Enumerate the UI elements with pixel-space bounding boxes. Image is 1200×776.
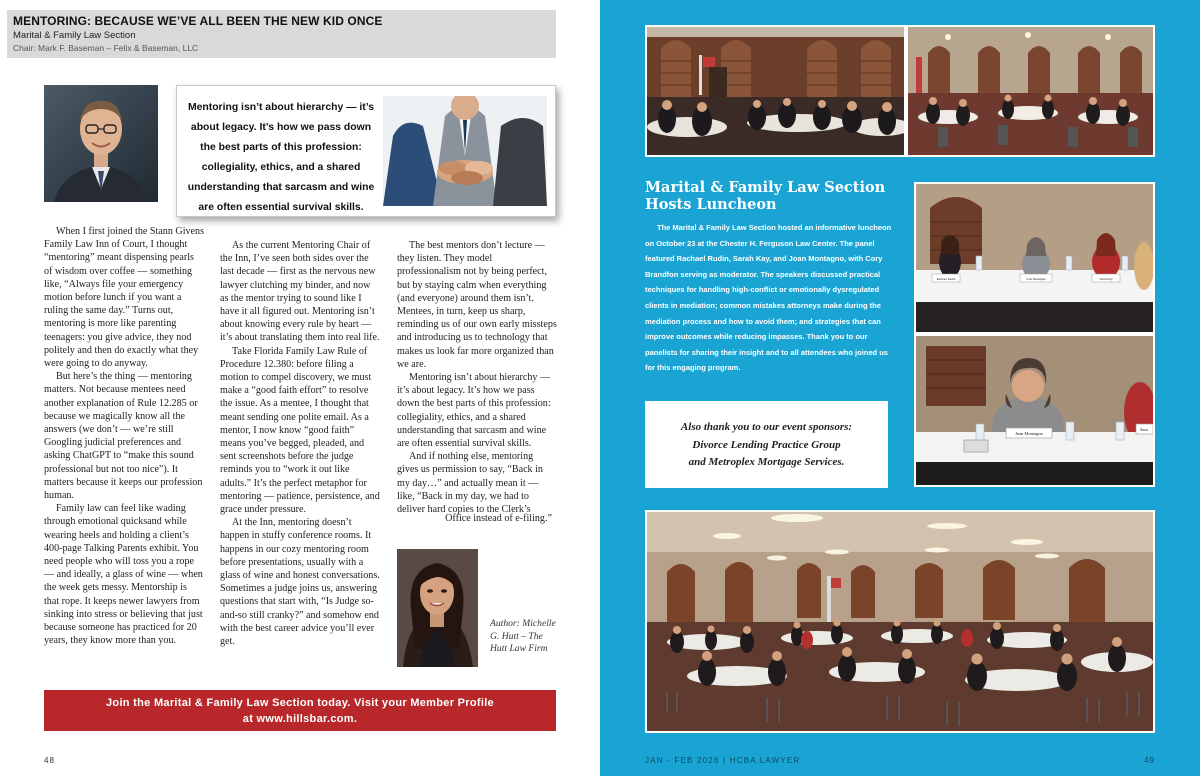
right-page [600, 0, 1200, 776]
nameplate-joan-montagno: Joan Montagno [1026, 277, 1046, 281]
section-chair: Chair: Mark F. Baseman – Felix & Baseman, LLC [13, 43, 199, 53]
luncheon-description: The Marital & Family Law Section hosted an informative luncheon on October 23 at the Chester H. Ferguson Law Center. The panel featured Rachael Rudin, Sarah Kay, and Joan Montagno, with Cory Brandfon serving as moderator. The speakers discussed practical techniques for handling high-conflict or emotionally dysregulated clients in mediation; common mistakes attorneys make during the mediation process and how to avoid them; and strategies that can improve outcomes while reducing impasses. Thank you to our panelists for sharing their insight and to all attendees who joined us for this engaging program. [645, 223, 892, 373]
sponsor-line-1: Also thank you to our event sponsors: [680, 421, 853, 433]
paragraph: When I first joined the Stann Givens Family Law Inn of Court, I thought “mentoring” meant dispensing pearls of wisdom over coffee — something like, “Always file your emergency motion before lunch if you want a ruling the same day.” Turns out, mentoring is more like parenting teenagers: you give advice, they nod politely and then do exactly what they were going to do anyway. [44, 226, 205, 370]
author-portrait-photo [397, 549, 478, 667]
page-number-left: 48 [44, 756, 55, 765]
paragraph: Family law can feel like wading through emotional quicksand while wearing heels and holding a client’s 400-page Talking Parents exhibit. You need people who will toss you a rope — and ideally, a glass of wine — when the week gets messy. Mentorship is that rope. It keeps newer lawyers from sinking into stress or believing that just because someone has practiced for 20 years, they know more than you. [44, 503, 203, 647]
page-number-right: 49 [1144, 756, 1155, 765]
nameplate-rachael-rudin: Rachael Rudin [936, 277, 956, 281]
article-title: MENTORING: BECAUSE WE’VE ALL BEEN THE NEW KID ONCE [13, 14, 383, 28]
sponsor-thank-you-box [645, 401, 888, 488]
luncheon-photo-speaker [914, 334, 1155, 487]
nameplate-sarah-kay: Sarah Kay [1099, 277, 1113, 281]
team-hands-photo [383, 96, 547, 206]
luncheon-title: Marital & Family Law Section Hosts Luncheon [645, 179, 886, 213]
paragraph: The best mentors don’t lecture — they listen. They model professionalism not by being perfect, but by staying calm when everything (and everyone) around them isn’t. Mentees, in turn, keep us sharp, reminding us of our own early missteps and introducing us to technology that makes us look far more organized than we are. [397, 240, 557, 370]
sponsor-line-3: and Metroplex Mortgage Services. [688, 456, 845, 468]
join-banner-line-1: Join the Marital & Family Law Section today. Visit your Member Profile [106, 697, 494, 709]
paragraph: Take Florida Family Law Rule of Procedure 12.380: before filing a motion to compel discovery, we must make a “good faith effort” to resolve the issue. As a mentee, I thought that meant sending one polite email. As a mentor, I now know “good faith” means you’ve begged, pleaded, and sent screenshots before the judge reminds you to “work it out like adults.” It’s the perfect metaphor for mentoring — patience, persistence, and grace under pressure. [220, 345, 380, 516]
chair-portrait-photo [44, 85, 158, 202]
paragraph: Mentoring isn’t about hierarchy — it’s about legacy. It’s how we pass down the best parts of this profession: collegiality, ethics, and a shared understanding that sarcasm and wine are often essential survival skills. [397, 372, 551, 450]
luncheon-photo-panel [914, 182, 1155, 334]
article-header [7, 10, 556, 58]
pull-quote-box [176, 85, 556, 217]
join-banner-link[interactable]: at www.hillsbar.com. [242, 713, 358, 725]
magazine-footer-right: JAN - FEB 2026 | HCBA LAWYER [645, 756, 801, 765]
luncheon-photo-wide-room [906, 25, 1155, 157]
nameplate-edge: Sara [1140, 427, 1148, 432]
paragraph: At the Inn, mentoring doesn’t happen in stuffy conference rooms. It happens in our cozy mentoring room before presentations, usually with a glass of wine and honest conversations. Sometimes a judge joins us, answering questions that start with, “Is Judge so-and-so still cranky?” and somehow end with the best career advice you’ll ever get. [220, 517, 380, 648]
article-column-3 [397, 239, 557, 516]
luncheon-photo-podium [645, 25, 906, 157]
section-name: Marital & Family Law Section [13, 30, 136, 41]
author-credit: Author: Michelle G. Hutt – The Hutt Law Firm [490, 618, 556, 655]
paragraph: But here’s the thing — mentoring matters. Not because mentees need another explanation of Rule 12.285 or because we magically know all the answers (we don’t — we’re still Googling judicial preferences and asking ChatGPT to “make this sound professional but not too nice”). It matters because it keeps our profession human. [44, 371, 203, 502]
article-column-1 [44, 225, 204, 648]
pull-quote-text: Mentoring isn’t about hierarchy — it’s about legacy. It’s how we pass down the best parts of this profession: collegiality, ethics, and a shared understanding that sarcasm and wine are often essential survival skills. [187, 102, 375, 213]
article-column-3-tail: Office instead of e-filing.” [445, 513, 552, 524]
paragraph: And if nothing else, mentoring gives us permission to say, “Back in my day…” and actually mean it — like, “Back in my day, we had to deliver hard copies to the Clerk’s [397, 451, 543, 516]
article-column-2 [220, 239, 380, 648]
luncheon-photo-ballroom [645, 510, 1155, 733]
paragraph: As the current Mentoring Chair of the Inn, I’ve seen both sides over the last decade — first as the nervous new lawyer clutching my binder, and now as the mentor trying to sound like I have it all figured out. Mentoring isn’t about knowing every rule by heart — it’s about translating them into real life. [220, 240, 380, 344]
nameplate-speaker: Joan Montagno [1015, 431, 1043, 436]
sponsor-line-2: Divorce Lending Practice Group [692, 438, 841, 451]
join-section-banner[interactable] [44, 690, 556, 731]
